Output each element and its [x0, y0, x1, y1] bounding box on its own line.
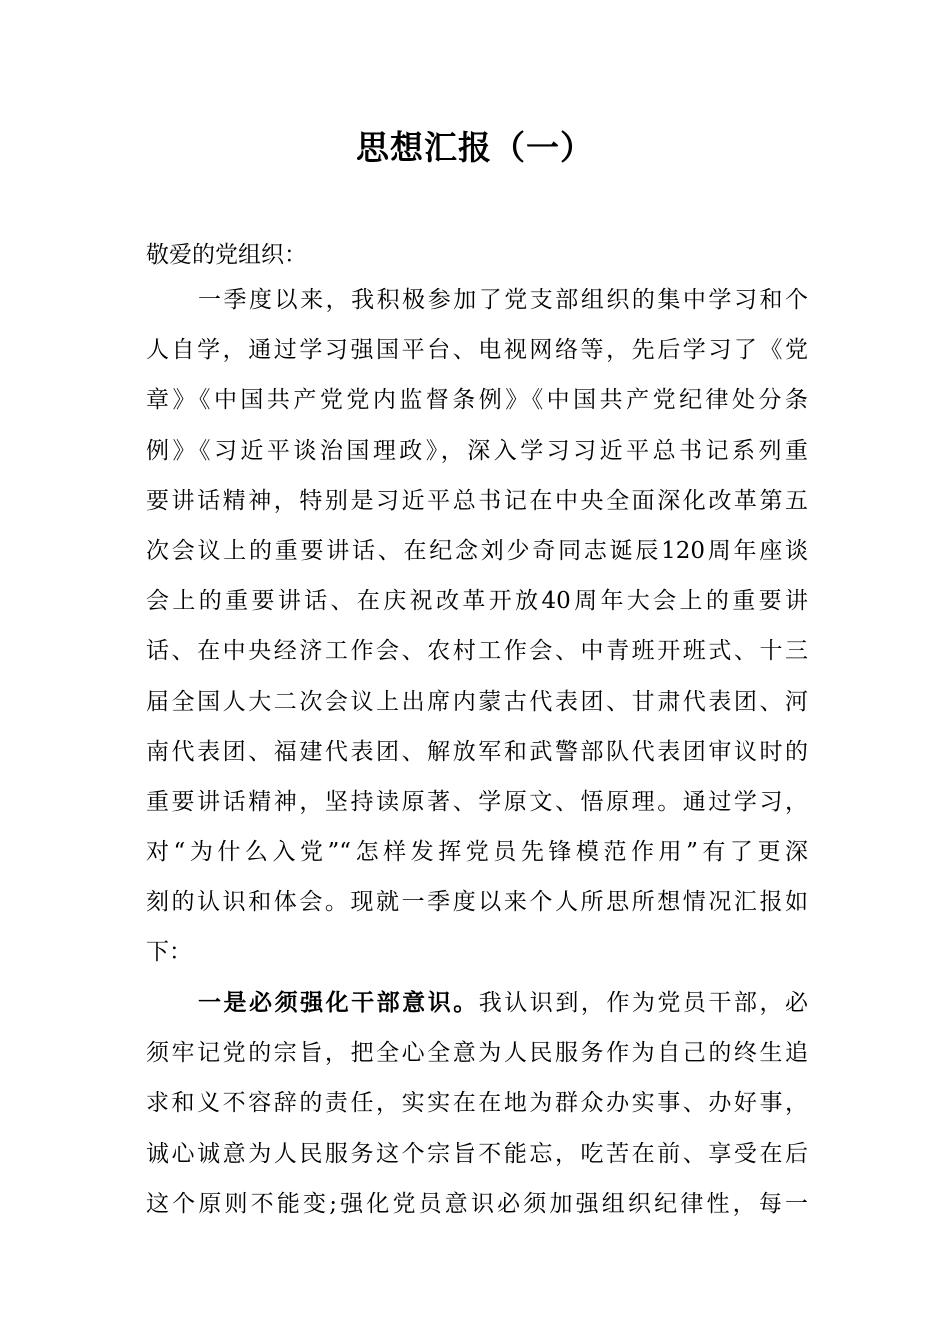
paragraph-line: 须牢记党的宗旨，把全心全意为人民服务作为自己的终生追: [146, 1040, 808, 1067]
paragraph-line: 章》《中国共产党党内监督条例》《中国共产党纪律处分条: [146, 387, 808, 414]
paragraph-line: 求和义不容辞的责任，实实在在地为群众办实事、办好事，: [146, 1090, 808, 1117]
paragraph-line: 要讲话精神，特别是习近平总书记在中央全面深化改革第五: [146, 487, 808, 514]
paragraph-line: 会上的重要讲话、在庆祝改革开放40周年大会上的重要讲: [146, 588, 808, 615]
paragraph-line: 人自学，通过学习强国平台、电视网络等，先后学习了《党: [146, 337, 808, 364]
paragraph-line-first: [146, 978, 808, 1028]
document-title: 思想汇报（一）: [356, 128, 594, 167]
paragraph-line: 对“为什么入党”“怎样发挥党员先锋模范作用”有了更深: [146, 839, 808, 866]
paragraph-line-text: 我认识到，作为党员干部，必: [478, 990, 809, 1016]
paragraph-line: 话、在中央经济工作会、农村工作会、中青班开班式、十三: [146, 638, 808, 665]
paragraph-line: 届全国人大二次会议上出席内蒙古代表团、甘肃代表团、河: [146, 688, 808, 715]
paragraph-line: 下：: [146, 939, 192, 966]
paragraph-line: 刻的认识和体会。现就一季度以来个人所思所想情况汇报如: [146, 889, 808, 916]
paragraph-line: 例》《习近平谈治国理政》，深入学习习近平总书记系列重: [146, 437, 808, 464]
paragraph-2: [146, 978, 808, 1229]
paragraph-lead-heading: 一是必须强化干部意识。: [198, 990, 479, 1016]
paragraph-line: 这个原则不能变;强化党员意识必须加强组织纪律性，每一: [146, 1190, 808, 1217]
paragraph-line: 次会议上的重要讲话、在纪念刘少奇同志诞辰120周年座谈: [146, 537, 808, 564]
paragraph-line: 诚心诚意为人民服务这个宗旨不能忘，吃苦在前、享受在后: [146, 1140, 808, 1167]
salutation: 敬爱的党组织：: [146, 242, 307, 268]
paragraph-1: [146, 275, 808, 978]
paragraph-line: 南代表团、福建代表团、解放军和武警部队代表团审议时的: [146, 738, 808, 765]
paragraph-line: 重要讲话精神，坚持读原著、学原文、悟原理。通过学习，: [146, 788, 808, 815]
paragraph-line: 一季度以来，我积极参加了党支部组织的集中学习和个: [198, 287, 808, 313]
